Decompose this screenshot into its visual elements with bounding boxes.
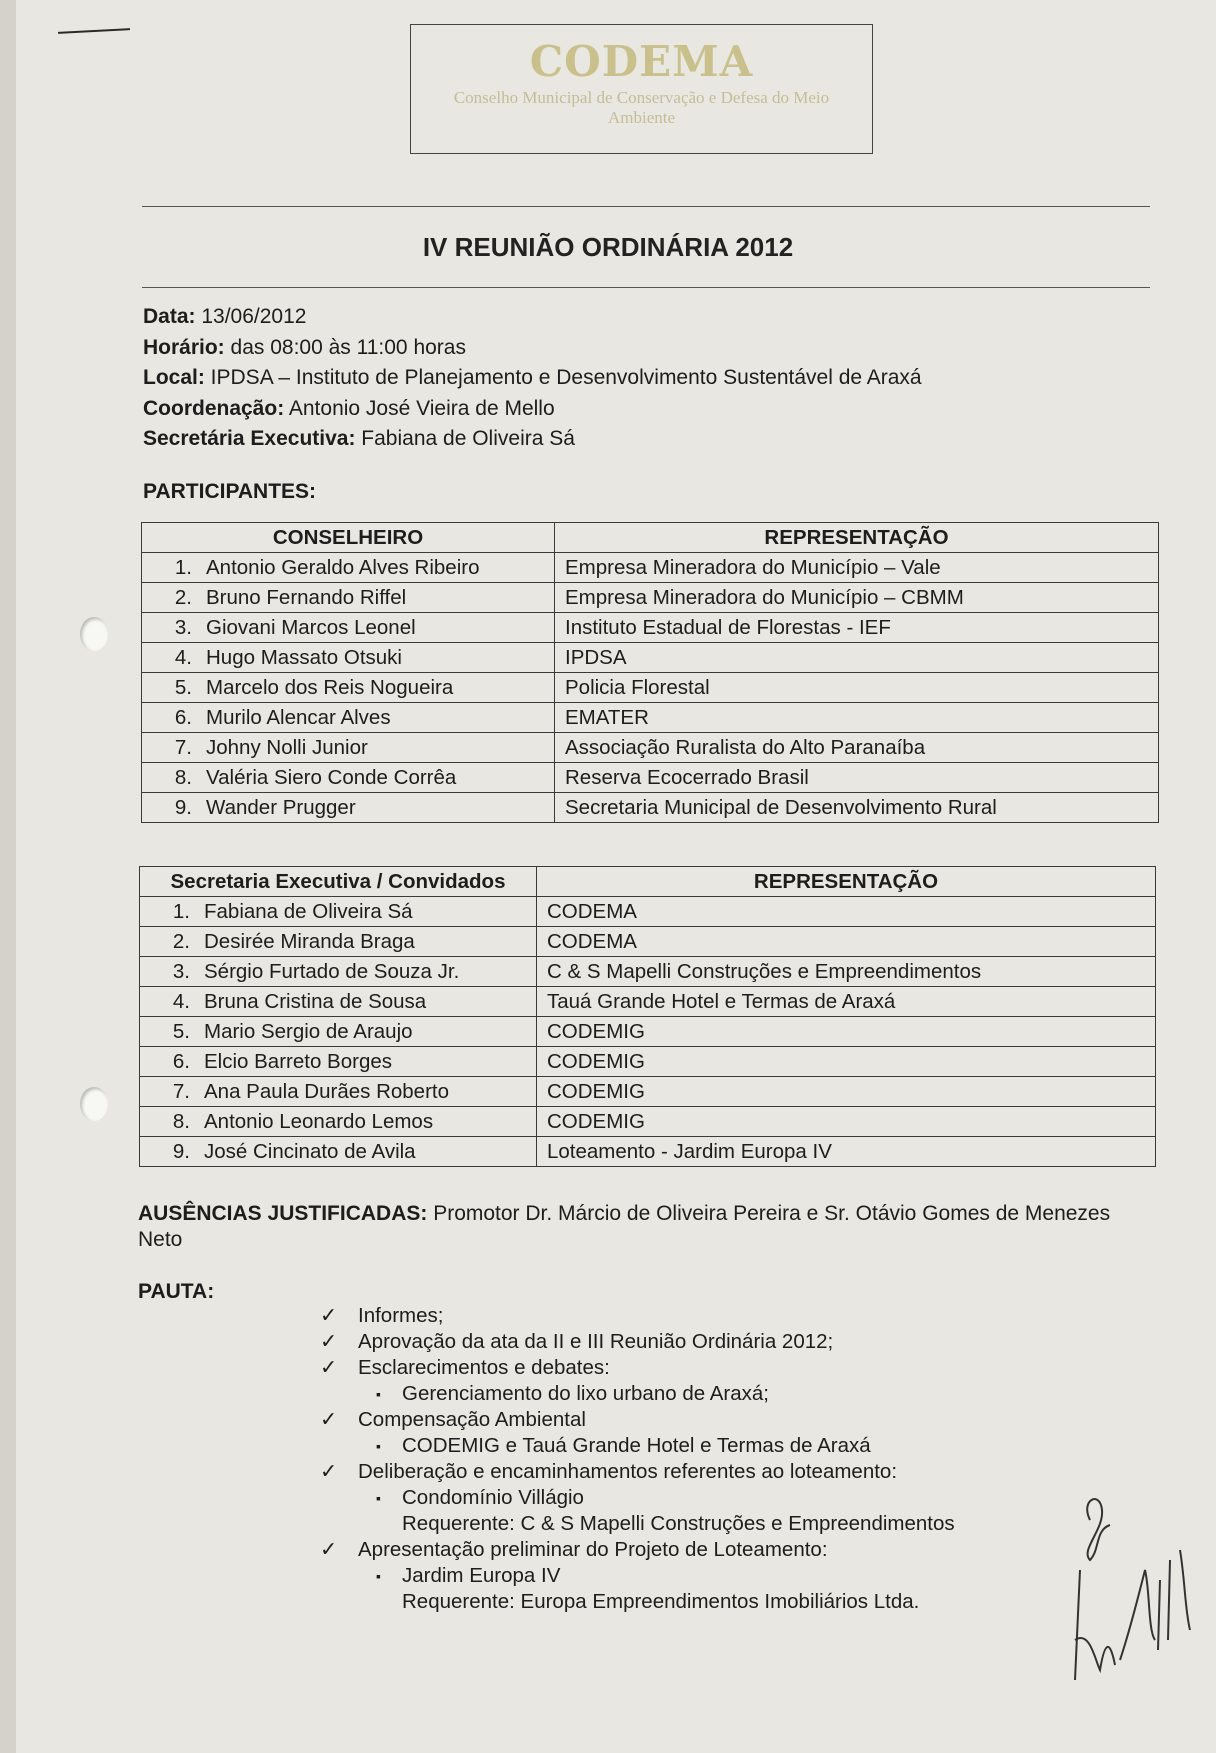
row-number: 5. xyxy=(174,675,192,699)
column-header-representation: REPRESENTAÇÃO xyxy=(555,523,1159,553)
row-number: 4. xyxy=(172,989,190,1013)
representation-cell: Loteamento - Jardim Europa IV xyxy=(537,1137,1156,1167)
representation-cell: Empresa Mineradora do Município – Vale xyxy=(555,553,1159,583)
representation-cell: CODEMIG xyxy=(537,1017,1156,1047)
representation-cell: Empresa Mineradora do Município – CBMM xyxy=(555,583,1159,613)
person-name: Mario Sergio de Araujo xyxy=(204,1019,413,1043)
square-bullet-icon: ▪ xyxy=(376,1490,381,1506)
agenda-subitem-detail: Requerente: Europa Empreendimentos Imobiliários Ltda. xyxy=(402,1590,920,1613)
name-cell xyxy=(140,987,537,1017)
checkmark-icon: ✓ xyxy=(320,1356,338,1379)
agenda-item xyxy=(320,1355,955,1381)
row-number: 1. xyxy=(172,899,190,923)
council-table xyxy=(141,522,1159,823)
info-location: Local: IPDSA – Instituto de Planejamento e Desenvolvimento Sustentável de Araxá xyxy=(143,366,922,389)
guests-table xyxy=(139,866,1156,1167)
table-row xyxy=(140,1047,1156,1077)
name-cell xyxy=(140,1107,537,1137)
name-cell xyxy=(140,897,537,927)
agenda-item xyxy=(320,1459,955,1485)
table-row xyxy=(142,703,1159,733)
representation-cell: Secretaria Municipal de Desenvolvimento Rural xyxy=(555,793,1159,823)
name-cell xyxy=(142,613,555,643)
row-number: 9. xyxy=(174,795,192,819)
representation-cell: CODEMA xyxy=(537,897,1156,927)
codema-logo xyxy=(410,24,873,154)
document-title: IV REUNIÃO ORDINÁRIA 2012 xyxy=(422,232,794,262)
person-name: Sérgio Furtado de Souza Jr. xyxy=(204,959,460,983)
agenda-item xyxy=(320,1537,955,1563)
row-number: 6. xyxy=(172,1049,190,1073)
person-name: Hugo Massato Otsuki xyxy=(206,645,402,669)
person-name: Fabiana de Oliveira Sá xyxy=(204,899,413,923)
punch-hole-bottom xyxy=(80,1087,108,1121)
table-row xyxy=(142,553,1159,583)
agenda-item xyxy=(320,1303,955,1329)
representation-cell: Instituto Estadual de Florestas - IEF xyxy=(555,613,1159,643)
agenda-subitem-text: Gerenciamento do lixo urbano de Araxá; xyxy=(402,1382,769,1405)
checkmark-icon: ✓ xyxy=(320,1460,338,1483)
meeting-info xyxy=(143,302,922,455)
representation-cell: CODEMIG xyxy=(537,1107,1156,1137)
agenda-subitem xyxy=(320,1485,955,1511)
square-bullet-icon: ▪ xyxy=(376,1438,381,1454)
representation-cell: CODEMIG xyxy=(537,1077,1156,1107)
agenda-item xyxy=(320,1329,955,1355)
name-cell xyxy=(142,643,555,673)
info-coordination: Coordenação: Antonio José Vieira de Mello xyxy=(143,396,555,420)
representation-cell: IPDSA xyxy=(555,643,1159,673)
table-row xyxy=(140,987,1156,1017)
name-cell xyxy=(140,1137,537,1167)
square-bullet-icon: ▪ xyxy=(376,1568,381,1584)
person-name: Bruno Fernando Riffel xyxy=(206,585,407,609)
agenda-item-text: Apresentação preliminar do Projeto de Loteamento: xyxy=(358,1538,828,1561)
table-row xyxy=(140,1137,1156,1167)
agenda-item xyxy=(320,1407,955,1433)
row-number: 3. xyxy=(174,615,192,639)
person-name: Giovani Marcos Leonel xyxy=(206,615,416,639)
table-row xyxy=(140,927,1156,957)
person-name: Ana Paula Durães Roberto xyxy=(204,1079,450,1103)
person-name: Wander Prugger xyxy=(206,795,356,819)
name-cell xyxy=(142,583,555,613)
agenda-subitem-text: CODEMIG e Tauá Grande Hotel e Termas de Araxá xyxy=(402,1434,871,1457)
row-number: 7. xyxy=(172,1079,190,1103)
table-row xyxy=(142,763,1159,793)
punch-hole-top xyxy=(80,617,108,651)
table-row xyxy=(142,613,1159,643)
logo-title: CODEMA xyxy=(529,37,754,86)
row-number: 7. xyxy=(174,735,192,759)
representation-cell: C & S Mapelli Construções e Empreendimentos xyxy=(537,957,1156,987)
square-bullet-icon: ▪ xyxy=(376,1386,381,1402)
participants-heading: PARTICIPANTES: xyxy=(143,480,317,503)
name-cell xyxy=(140,1017,537,1047)
representation-cell: Policia Florestal xyxy=(555,673,1159,703)
name-cell xyxy=(142,553,555,583)
agenda-item-text: Compensação Ambiental xyxy=(358,1408,586,1431)
person-name: Elcio Barreto Borges xyxy=(204,1049,393,1073)
person-name: Marcelo dos Reis Nogueira xyxy=(206,675,454,699)
table-row xyxy=(140,1077,1156,1107)
pauta-heading: PAUTA: xyxy=(138,1280,215,1303)
row-number: 4. xyxy=(174,645,192,669)
table-row xyxy=(140,1107,1156,1137)
person-name: José Cincinato de Avila xyxy=(204,1139,416,1163)
agenda-subitem-text: Condomínio Villágio xyxy=(402,1486,584,1509)
person-name: Valéria Siero Conde Corrêa xyxy=(206,765,457,789)
row-number: 8. xyxy=(172,1109,190,1133)
name-cell xyxy=(140,957,537,987)
agenda-subitem-detail: Requerente: C & S Mapelli Construções e Empreendimentos xyxy=(402,1512,955,1535)
agenda-subitem-text: Jardim Europa IV xyxy=(402,1564,561,1587)
handwritten-signature xyxy=(1060,1490,1200,1700)
column-header-representation: REPRESENTAÇÃO xyxy=(537,867,1156,897)
representation-cell: Associação Ruralista do Alto Paranaíba xyxy=(555,733,1159,763)
person-name: Johny Nolli Junior xyxy=(206,735,368,759)
checkmark-icon: ✓ xyxy=(320,1408,338,1431)
person-name: Antonio Leonardo Lemos xyxy=(204,1109,434,1133)
checkmark-icon: ✓ xyxy=(320,1330,338,1353)
representation-cell: Tauá Grande Hotel e Termas de Araxá xyxy=(537,987,1156,1017)
name-cell xyxy=(142,703,555,733)
agenda-subitem xyxy=(320,1381,955,1407)
table-row xyxy=(142,733,1159,763)
representation-cell: Reserva Ecocerrado Brasil xyxy=(555,763,1159,793)
table-row xyxy=(142,673,1159,703)
representation-cell: CODEMIG xyxy=(537,1047,1156,1077)
table-row xyxy=(142,793,1159,823)
name-cell xyxy=(142,763,555,793)
agenda-item-text: Esclarecimentos e debates: xyxy=(358,1356,610,1379)
table-row xyxy=(140,897,1156,927)
agenda-item-text: Aprovação da ata da II e III Reunião Ordinária 2012; xyxy=(358,1330,834,1353)
name-cell xyxy=(142,673,555,703)
column-header-guests: Secretaria Executiva / Convidados xyxy=(140,867,537,897)
justified-absences: AUSÊNCIAS JUSTIFICADAS: Promotor Dr. Márcio de Oliveira Pereira e Sr. Otávio Gomes de Menezes Neto xyxy=(138,1202,1111,1251)
row-number: 8. xyxy=(174,765,192,789)
row-number: 5. xyxy=(172,1019,190,1043)
agenda-subitem xyxy=(320,1433,955,1459)
divider-top xyxy=(142,206,1150,207)
row-number: 2. xyxy=(174,585,192,609)
table-header-row xyxy=(142,523,1159,553)
person-name: Murilo Alencar Alves xyxy=(206,705,391,729)
info-date: Data: 13/06/2012 xyxy=(143,305,307,328)
pen-mark xyxy=(58,28,130,34)
name-cell xyxy=(140,1077,537,1107)
checkmark-icon: ✓ xyxy=(320,1538,338,1561)
name-cell xyxy=(140,1047,537,1077)
table-row xyxy=(142,643,1159,673)
divider-bottom xyxy=(142,287,1150,288)
row-number: 6. xyxy=(174,705,192,729)
representation-cell: EMATER xyxy=(555,703,1159,733)
name-cell xyxy=(142,733,555,763)
agenda-list xyxy=(320,1303,955,1615)
person-name: Bruna Cristina de Sousa xyxy=(204,989,427,1013)
agenda-item-text: Informes; xyxy=(358,1304,444,1327)
row-number: 3. xyxy=(172,959,190,983)
row-number: 9. xyxy=(172,1139,190,1163)
table-row xyxy=(140,957,1156,987)
table-row xyxy=(142,583,1159,613)
logo-subtitle: Conselho Municipal de Conservação e Defesa do Meio Ambiente xyxy=(453,88,830,127)
info-time: Horário: das 08:00 às 11:00 horas xyxy=(143,335,466,359)
column-header-council: CONSELHEIRO xyxy=(142,523,555,553)
person-name: Desirée Miranda Braga xyxy=(204,929,415,953)
name-cell xyxy=(140,927,537,957)
row-number: 1. xyxy=(174,555,192,579)
representation-cell: CODEMA xyxy=(537,927,1156,957)
table-row xyxy=(140,1017,1156,1047)
person-name: Antonio Geraldo Alves Ribeiro xyxy=(206,555,480,579)
row-number: 2. xyxy=(172,929,190,953)
table-header-row xyxy=(140,867,1156,897)
name-cell xyxy=(142,793,555,823)
info-secretary: Secretária Executiva: Fabiana de Oliveira Sá xyxy=(143,427,575,450)
agenda-subitem xyxy=(320,1563,955,1589)
agenda-item-text: Deliberação e encaminhamentos referentes ao loteamento: xyxy=(358,1460,898,1483)
checkmark-icon: ✓ xyxy=(320,1304,338,1327)
